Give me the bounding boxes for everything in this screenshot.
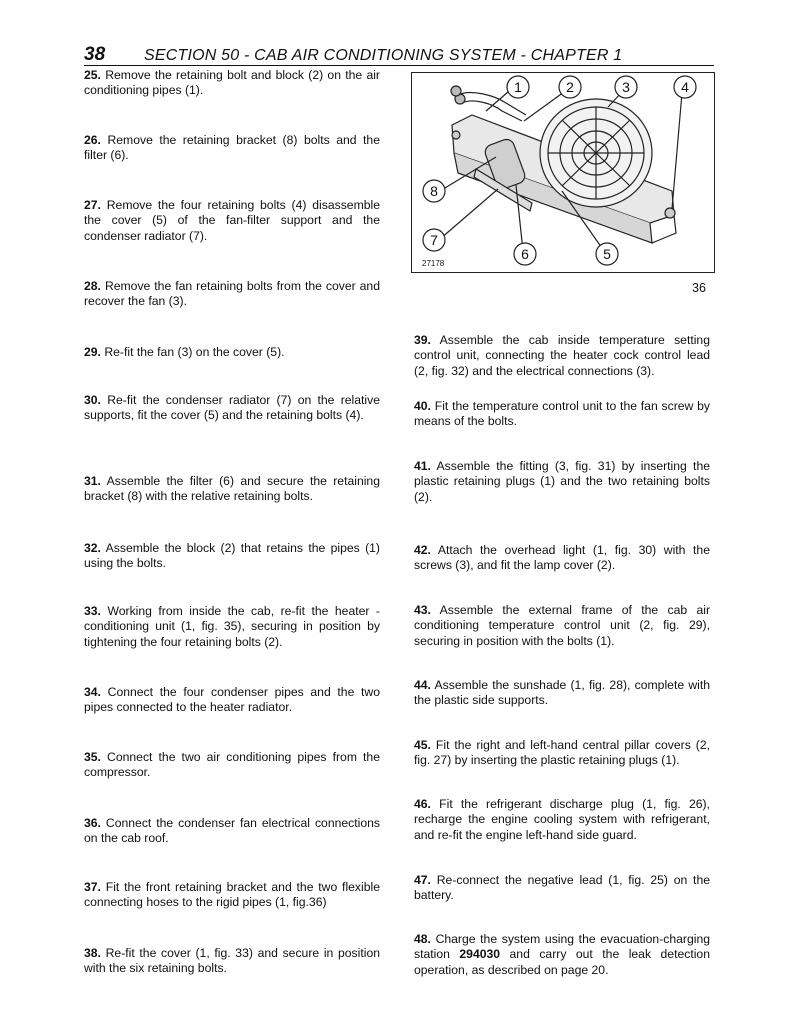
step-25: 25. Remove the retaining bolt and block (2) on the air conditioning pipes (1). — [84, 68, 380, 98]
header-rule — [84, 65, 714, 66]
figure-number: 36 — [692, 281, 706, 295]
callout-7: 7 — [430, 232, 438, 248]
condenser-illustration — [412, 73, 714, 272]
step-30: 30. Re-fit the condenser radiator (7) on the relative supports, fit the cover (5) and the retaining bolts (4). — [84, 393, 380, 423]
step-40: 40. Fit the temperature control unit to the fan screw by means of the bolts. — [414, 399, 710, 429]
callout-2: 2 — [566, 79, 574, 95]
page-number: 38 — [84, 44, 106, 65]
step-47: 47. Re-connect the negative lead (1, fig. 25) on the battery. — [414, 873, 710, 903]
step-41: 41. Assemble the fitting (3, fig. 31) by inserting the plastic retaining plugs (1) and the two retaining bolts (2). — [414, 459, 710, 504]
callout-5: 5 — [603, 246, 611, 262]
step-27: 27. Remove the four retaining bolts (4) disassemble the cover (5) of the fan-filter support and the condenser radiator (7). — [84, 198, 380, 243]
step-43: 43. Assemble the external frame of the cab air conditioning temperature control unit (2, fig. 29), securing in position with the bolts (1). — [414, 603, 711, 648]
step-45: 45. Fit the right and left-hand central pillar covers (2, fig. 27) by inserting the plastic retaining plugs (1). — [414, 738, 710, 768]
callout-8: 8 — [430, 183, 438, 199]
step-38: 38. Re-fit the cover (1, fig. 33) and secure in position with the six retaining bolts. — [84, 946, 380, 976]
step-34: 34. Connect the four condenser pipes and the two pipes connected to the heater radiator. — [84, 685, 380, 715]
step-31: 31. Assemble the filter (6) and secure the retaining bracket (8) with the relative retaining bolts. — [84, 474, 380, 504]
step-42: 42. Attach the overhead light (1, fig. 30) with the screws (3), and fit the lamp cover (2). — [414, 543, 710, 573]
step-44: 44. Assemble the sunshade (1, fig. 28), complete with the plastic side supports. — [414, 678, 710, 708]
callout-4: 4 — [681, 79, 689, 95]
callout-1: 1 — [514, 79, 522, 95]
step-29: 29. Re-fit the fan (3) on the cover (5). — [84, 345, 285, 359]
callout-6: 6 — [521, 246, 529, 262]
step-48: 48. Charge the system using the evacuation-charging station 294030 and carry out the leak detection operation, as described on page 20. — [414, 932, 711, 977]
section-title: SECTION 50 - CAB AIR CONDITIONING SYSTEM - CHAPTER 1 — [144, 47, 623, 64]
step-36: 36. Connect the condenser fan electrical connections on the cab roof. — [84, 816, 380, 846]
step-26: 26. Remove the retaining bracket (8) bolts and the filter (6). — [84, 133, 380, 163]
step-32: 32. Assemble the block (2) that retains the pipes (1) using the bolts. — [84, 541, 380, 571]
figure-36-condenser-diagram — [411, 72, 715, 273]
step-46: 46. Fit the refrigerant discharge plug (1, fig. 26), recharge the engine cooling system with refrigerant, and re-fit the engine left-hand side guard. — [414, 797, 710, 842]
step-37: 37. Fit the front retaining bracket and the two flexible connecting hoses to the rigid pipes (1, fig.36) — [84, 880, 380, 910]
callout-3: 3 — [622, 79, 630, 95]
step-33: 33. Working from inside the cab, re-fit the heater - conditioning unit (1, fig. 35), securing in position by tightening the four retaining bolts (2). — [84, 604, 380, 649]
step-35: 35. Connect the two air conditioning pipes from the compressor. — [84, 750, 380, 780]
figure-code: 27178 — [422, 259, 445, 268]
step-39: 39. Assemble the cab inside temperature setting control unit, connecting the heater cock control lead (2, fig. 32) and the electrical connections (3). — [414, 333, 710, 378]
page-header — [84, 44, 714, 70]
step-28: 28. Remove the fan retaining bolts from the cover and recover the fan (3). — [84, 279, 380, 309]
